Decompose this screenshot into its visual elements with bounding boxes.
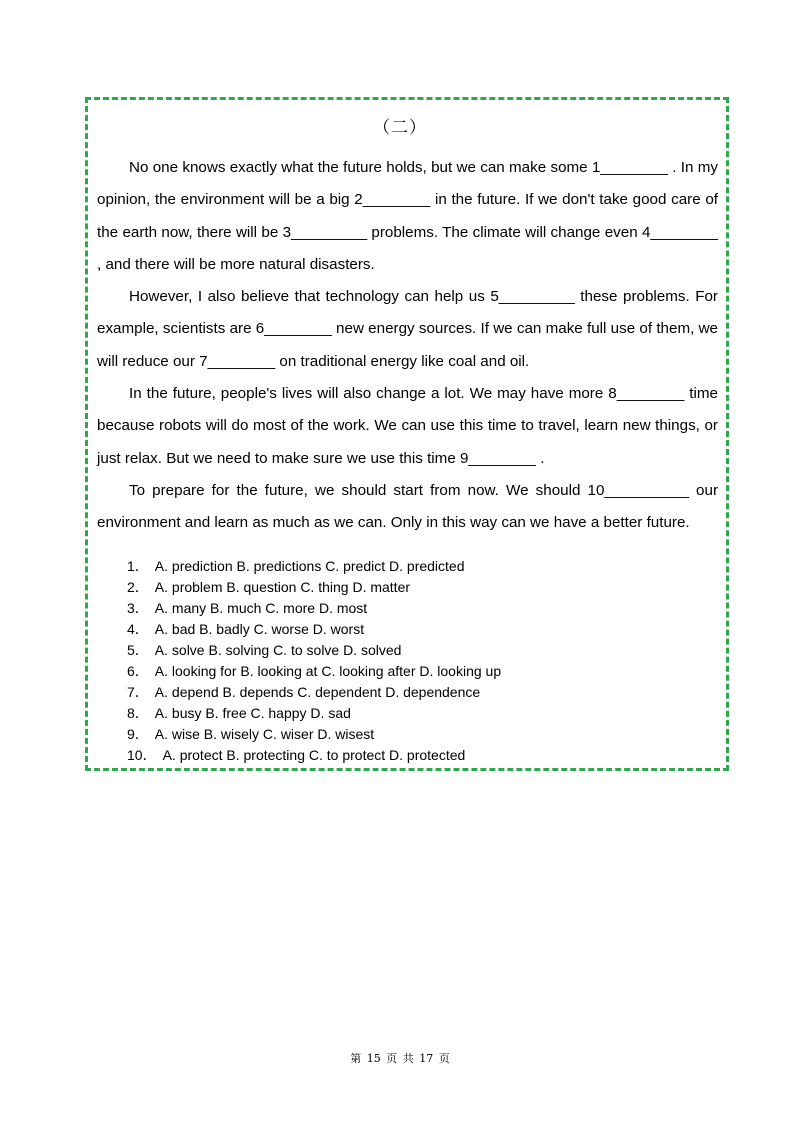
- option-text: A. busy B. free C. happy D. sad: [154, 705, 351, 721]
- option-item: [127, 556, 717, 577]
- option-text: A. bad B. badly C. worse D. worst: [154, 621, 365, 637]
- option-number: 2．: [127, 579, 149, 595]
- option-number: 10．: [127, 747, 157, 763]
- option-number: 5．: [127, 642, 149, 658]
- option-item: [127, 577, 717, 598]
- option-item: [127, 724, 717, 745]
- option-number: 7．: [127, 684, 149, 700]
- cloze-passage: [97, 152, 718, 540]
- option-text: A. many B. much C. more D. most: [154, 600, 368, 616]
- option-item: [127, 745, 717, 766]
- passage-paragraph: To prepare for the future, we should start from now. We should 10__________ our environment and learn as much as we can. Only in this way can we have a better future.: [97, 481, 718, 532]
- option-text: A. looking for B. looking at C. looking after D. looking up: [154, 663, 502, 679]
- option-number: 6．: [127, 663, 149, 679]
- passage-paragraph: No one knows exactly what the future holds, but we can make some 1________ . In my opinion, the environment will be a big 2________ in the future. If we don't take good care of the earth now, there will be 3_________ problems. The climate will change even 4________ , and there will be more natural disasters.: [97, 159, 718, 273]
- option-item: [127, 598, 717, 619]
- passage-paragraph: However, I also believe that technology can help us 5_________ these problems. For example, scientists are 6________ new energy sources. If we can make full use of them, we will reduce our 7________ on traditional energy like coal and oil.: [97, 288, 718, 370]
- option-text: A. depend B. depends C. dependent D. dependence: [154, 684, 481, 700]
- option-number: 3．: [127, 600, 149, 616]
- option-number: 9．: [127, 726, 149, 742]
- option-text: A. prediction B. predictions C. predict D. predicted: [154, 558, 465, 574]
- option-text: A. solve B. solving C. to solve D. solved: [154, 642, 402, 658]
- option-item: [127, 703, 717, 724]
- option-number: 4．: [127, 621, 149, 637]
- option-number: 1．: [127, 558, 149, 574]
- option-item: [127, 619, 717, 640]
- option-text: A. wise B. wisely C. wiser D. wisest: [154, 726, 375, 742]
- answer-options-list: [127, 556, 717, 766]
- option-item: [127, 682, 717, 703]
- page-number-footer: 第 15 页 共 17 页: [350, 1052, 450, 1065]
- option-text: A. problem B. question C. thing D. matter: [154, 579, 411, 595]
- section-title: （二）: [373, 118, 427, 138]
- option-item: [127, 661, 717, 682]
- option-text: A. protect B. protecting C. to protect D. protected: [162, 747, 466, 763]
- option-number: 8．: [127, 705, 149, 721]
- passage-paragraph: In the future, people's lives will also change a lot. We may have more 8________ time because robots will do most of the work. We can use this time to travel, learn new things, or just relax. But we need to make sure we use this time 9________ .: [97, 385, 718, 467]
- option-item: [127, 640, 717, 661]
